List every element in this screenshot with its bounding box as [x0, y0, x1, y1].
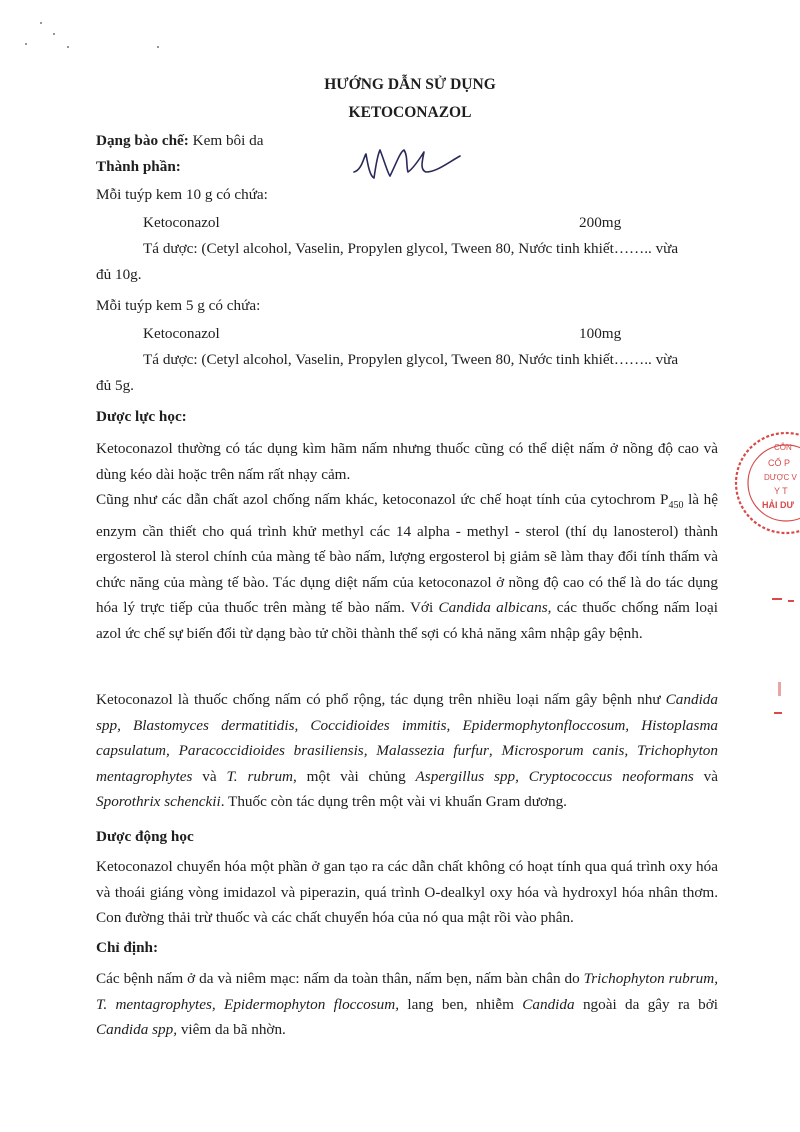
official-stamp: [722, 428, 800, 538]
scan-speck: [157, 46, 159, 48]
text-run: , một vài chủng: [293, 767, 416, 785]
scan-speck: [67, 46, 69, 48]
dosage-form-value: Kem bôi da: [188, 132, 264, 149]
stamp-mark: [778, 682, 781, 696]
tube10-excipients-line2: đủ 10g.: [96, 266, 142, 283]
dosage-form-label: Dạng bào chế:: [96, 132, 189, 149]
text-run: , các thuốc chống nấm loại azol ức chế sự biến đổi từ dạng bào tử chồi thành thể sợi có khả năng xâm nhập gây bệnh.: [96, 599, 718, 642]
species-name: Microsporum canis, Trichophyton mentagrophytes: [96, 742, 718, 785]
species-name: T. rubrum: [226, 767, 294, 785]
text-run: . Thuốc còn tác dụng trên một vài vi khuẩn Gram dương.: [220, 793, 567, 811]
pharmacokinetics-paragraph: Ketoconazol chuyển hóa một phần ở gan tạo ra các dẫn chất không có hoạt tính qua quá trình oxy hóa và thoái giáng vòng imidazol và piperazin, quá trình O-dealkyl oxy hóa và hydroxyl hóa nhân thơm. Con đường thải trừ thuốc và các chất chuyển hóa của nó qua mật rồi vào phân.: [96, 858, 718, 927]
species-name: Sporothrix schenckii: [96, 793, 221, 811]
tube5-intro: Mỗi tuýp kem 5 g có chứa:: [96, 297, 261, 314]
species-name: Candida spp,: [96, 1021, 178, 1039]
tube5-active-name: Ketoconazol: [143, 325, 220, 342]
species-name: Aspergillus spp, Cryptococcus neoformans: [415, 767, 694, 785]
subscript-450: 450: [668, 500, 684, 512]
stamp-mark: [772, 598, 782, 600]
tube10-excipients-line1: Tá dược: (Cetyl alcohol, Vaselin, Propylen glycol, Tween 80, Nước tinh khiết…….. vừa: [143, 240, 679, 257]
pharmacokinetics-heading: Dược động học: [96, 828, 194, 845]
tube5-active-amount: 100mg: [579, 325, 622, 342]
indications-heading: Chỉ định:: [96, 939, 159, 956]
stamp-text: HẢI DƯ: [762, 500, 794, 510]
species-name: Candida: [522, 995, 575, 1013]
text-run: và: [192, 767, 227, 785]
tube5-excipients-line1: Tá dược: (Cetyl alcohol, Vaselin, Propylen glycol, Tween 80, Nước tinh khiết…….. vừa: [143, 351, 679, 368]
document-title: HƯỚNG DẪN SỬ DỤNG: [324, 76, 496, 93]
dosage-form: [96, 132, 263, 150]
stamp-mark: [788, 600, 794, 602]
text-run: và: [693, 767, 719, 785]
scan-speck: [53, 33, 55, 35]
indications-paragraph: [96, 966, 718, 1043]
text-run: lang ben, nhiễm: [399, 995, 523, 1013]
handwritten-signature: [348, 142, 474, 186]
product-name: KETOCONAZOL: [348, 104, 472, 121]
text-run: Ketoconazol là thuốc chống nấm có phổ rộng, tác dụng trên nhiều loại nấm gây bệnh như: [96, 691, 666, 708]
scan-speck: [40, 22, 42, 24]
text-run: Các bệnh nấm ở da và niêm mạc: nấm da toàn thân, nấm bẹn, nấm bàn chân do: [96, 970, 584, 987]
text-run: là hệ enzym cần thiết cho quá trình khử methyl các 14 alpha - methyl - sterol (thí dụ lanosterol) thành ergosterol là sterol chính của màng tế bào nấm, lượng ergosterol bị giảm sẽ làm thay đổi tính thấm và chức năng của màng tế bào. Tác dụng diệt nấm của ketoconazol ở nồng độ cao có thể là do tác dụng hóa lý trực tiếp của thuốc trên màng tế bào nấm. Với: [96, 491, 718, 617]
tube10-active-name: Ketoconazol: [143, 214, 220, 231]
text-run: ,: [488, 742, 502, 760]
composition-heading: Thành phần:: [96, 158, 181, 175]
pharmacodynamics-paragraph-2: [96, 487, 718, 647]
pharmacodynamics-paragraph-3: [96, 687, 718, 815]
stamp-text: CÔN: [774, 443, 792, 452]
tube10-active-amount: 200mg: [579, 214, 622, 231]
pharmacodynamics-paragraph-1: Ketoconazol thường có tác dụng kìm hãm nấm nhưng thuốc cũng có thể diệt nấm ở nồng độ cao và dùng kéo dài hoặc trên nấm rất nhạy cảm.: [96, 440, 718, 483]
species-name: Trichophyton rubrum, T. mentagrophytes, Epidermophyton floccosum,: [96, 970, 718, 1013]
tube10-intro: Mỗi tuýp kem 10 g có chứa:: [96, 186, 268, 203]
pharmacodynamics-heading: Dược lực học:: [96, 408, 187, 425]
tube5-excipients-line2: đủ 5g.: [96, 377, 134, 394]
text-run: Cũng như các dẫn chất azol chống nấm khác, ketoconazol ức chế hoạt tính của cytochrom P: [96, 491, 669, 508]
species-name: Candida albicans: [438, 599, 548, 617]
text-run: viêm da bã nhờn.: [177, 1021, 286, 1039]
stamp-text: Y T: [774, 486, 788, 496]
species-name: Candida spp, Blastomyces dermatitidis, Coccidioides immitis, Epidermophytonfloccosum, Histoplasma capsulatum, Paracoccidioides brasiliensis, Malassezia furfur: [96, 691, 718, 760]
text-run: ngoài da gây ra bởi: [574, 995, 718, 1013]
scan-speck: [25, 43, 27, 45]
stamp-mark: [774, 712, 782, 714]
stamp-text: CỔ P: [768, 458, 791, 468]
stamp-text: DƯỢC V: [764, 473, 797, 482]
